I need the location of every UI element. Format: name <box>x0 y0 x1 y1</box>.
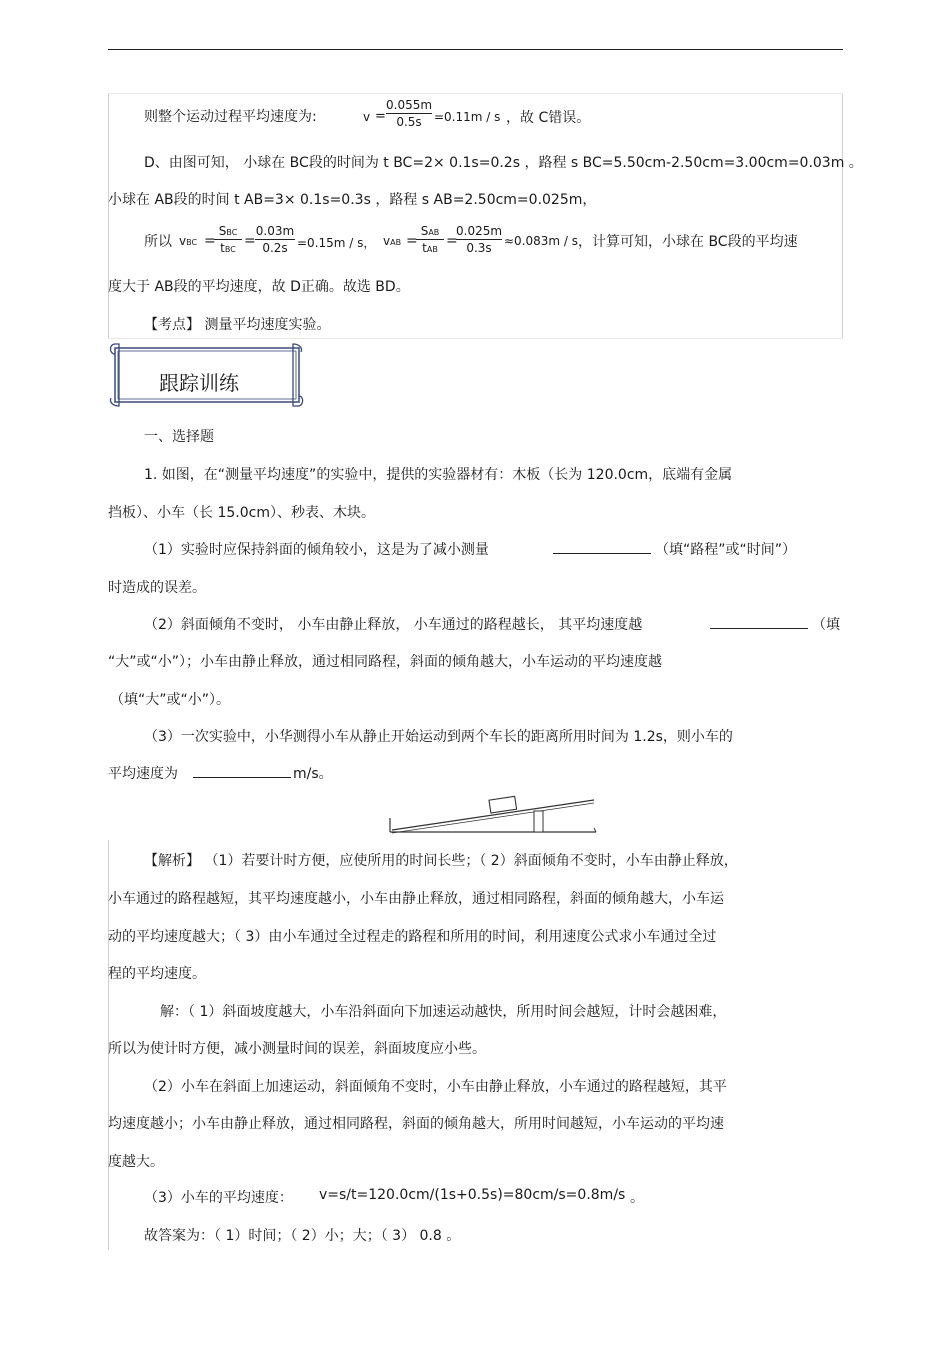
fraction-numerator: 0.025m <box>456 224 503 238</box>
solution-line1: 解：（ 1）斜面坡度越大，小车沿斜面向下加速运动越快，所用时间会越短，计时会越困难， <box>160 1004 727 1020</box>
solution-line6a: （3）小车的平均速度： <box>144 1190 293 1206</box>
solution-line5: 度越大。 <box>108 1154 164 1170</box>
fraction-bar <box>386 113 432 114</box>
q1-part2d: （填“大”或“小”）。 <box>110 692 231 708</box>
prev-line4-res1: =0.15m / s， <box>297 236 376 250</box>
v-ab-sub: AB <box>390 238 402 247</box>
s-letter: S <box>420 224 429 238</box>
fraction-numerator <box>214 224 242 238</box>
fraction-bc-values <box>255 224 295 255</box>
prev-line1-eq: = <box>375 109 386 124</box>
fraction-bar <box>456 239 502 240</box>
solution-line6b: v=s/t=120.0cm/(1s+0.5s)=80cm/s=0.8m/s <box>319 1187 626 1203</box>
jiexi-line3: 动的平均速度越大；（ 3）由小车通过全过程走的路程和所用的时间，利用速度公式求小车通过全过 <box>108 929 717 945</box>
fraction-s-over-t-bc <box>214 224 242 255</box>
t-sub: AB <box>426 245 438 254</box>
fraction-bar <box>416 239 444 240</box>
fraction-bar <box>255 239 295 240</box>
jiexi-line1: 【解析】 （1）若要计时方便，应使所用的时间长些；（ 2）斜面倾角不变时，小车由静止释放， <box>144 853 738 869</box>
q1-line1: 1. 如图，在“测量平均速度”的实验中，提供的实验器材有：木板（长为 120.0cm，底端有金属 <box>144 467 733 483</box>
fraction-ab-values <box>456 224 502 255</box>
fraction-s-over-t-ab <box>416 224 444 255</box>
frame-right <box>842 93 843 338</box>
v-bc-sub: BC <box>186 238 198 247</box>
prev-line2: D、由图可知， 小球在 BC段的时间为 t BC=2× 0.1s=0.2s ，路程 s BC=5.50cm-2.50cm=3.00cm=0.03m 。 <box>144 155 863 171</box>
q1-part3b: 平均速度为 <box>108 766 178 782</box>
frame-left <box>108 93 109 338</box>
prev-line4-post: ，计算可知，小球在 BC段的平均速 <box>578 234 798 250</box>
v-bc-letter: v <box>179 234 187 248</box>
jiexi-line2: 小车通过的路程越短，其平均速度越小，小车由静止释放，通过相同路程，斜面的倾角越大，小车运 <box>108 891 724 907</box>
fraction-numerator: 0.03m <box>255 224 295 238</box>
q1-part3a: （3）一次实验中，小华测得小车从静止开始运动到两个车长的距离所用时间为 1.2s，则小车的 <box>144 729 733 745</box>
fraction-bar <box>214 239 242 240</box>
v-ab-letter: v <box>383 234 391 248</box>
section-title: 一、选择题 <box>144 429 214 445</box>
fraction-denominator <box>214 241 242 255</box>
incline-diagram <box>388 792 600 836</box>
q1-part1a: （1）实验时应保持斜面的倾角较小，这是为了减小测量 <box>144 542 489 558</box>
fraction-denominator: 0.3s <box>466 241 492 255</box>
eq-1: = <box>204 233 216 249</box>
frame-top <box>108 93 843 94</box>
q1-part3c: m/s。 <box>293 766 333 782</box>
prev-line1-pre: 则整个运动过程平均速度为: <box>144 109 317 125</box>
prev-line1-result: =0.11m / s <box>434 110 501 124</box>
solution-line3: （2）小车在斜面上加速运动，斜面倾角不变时，小车由静止释放，小车通过的路程越短，其平 <box>144 1079 727 1095</box>
eq-4: = <box>446 233 458 249</box>
prev-line4-so: 所以 <box>144 234 172 250</box>
banner-title: 跟踪训练 <box>159 371 239 395</box>
v-ab-symbol <box>383 234 401 248</box>
jiexi-line4: 程的平均速度。 <box>108 966 206 982</box>
frame-bottom <box>108 338 843 339</box>
q1-line2: 挡板）、小车（长 15.0cm）、秒表、木块。 <box>108 505 375 521</box>
fraction-denominator: 0.5s <box>396 115 422 129</box>
prev-line1-fraction <box>386 98 432 129</box>
t-letter: t <box>422 241 427 255</box>
prev-line3: 小球在 AB段的时间 t AB=3× 0.1s=0.3s ，路程 s AB=2.50cm=0.025m， <box>108 192 597 208</box>
t-sub: BC <box>224 245 236 254</box>
solution-line2: 所以为使计时方便，减小测量时间的误差，斜面坡度应小些。 <box>108 1041 486 1057</box>
eq-3: = <box>406 233 418 249</box>
q1-part1b: （填“路程”或“时间”） <box>655 542 797 558</box>
s-letter: S <box>218 224 227 238</box>
s-sub: BC <box>226 228 238 237</box>
fraction-numerator: 0.055m <box>386 98 433 112</box>
q1-part2a: （2）斜面倾角不变时， 小车由静止释放， 小车通过的路程越长， 其平均速度越 <box>144 617 643 633</box>
answer-summary: 故答案为：（ 1）时间；（ 2）小；大；（ 3） 0.8 。 <box>144 1228 461 1244</box>
s-sub: AB <box>428 228 440 237</box>
header-rule <box>108 49 843 50</box>
fraction-denominator <box>416 241 444 255</box>
q1-part2c: “大”或“小”）；小车由静止释放，通过相同路程，斜面的倾角越大，小车运动的平均速度越 <box>108 654 663 670</box>
fraction-denominator: 0.2s <box>262 241 288 255</box>
solution-line4: 均速度越小；小车由静止释放，通过相同路程，斜面的倾角越大，所用时间越短，小车运动的平均速 <box>108 1116 724 1132</box>
prev-line1-v: v <box>363 110 371 124</box>
prev-line5: 度大于 AB段的平均速度，故 D正确。故选 BD。 <box>108 279 410 295</box>
answer-blank-2[interactable] <box>710 614 808 629</box>
fraction-numerator <box>416 224 444 238</box>
answer-blank-3[interactable] <box>193 763 291 778</box>
prev-line1-post: ，故 C错误。 <box>506 110 591 126</box>
prev-line4-res2: ≈0.083m / s <box>504 234 579 248</box>
eq-2: = <box>244 233 256 249</box>
answer-blank-1[interactable] <box>553 539 651 554</box>
v-bc-symbol <box>179 234 197 248</box>
kaodian: 【考点】 测量平均速度实验。 <box>144 317 331 333</box>
solution-line6c: 。 <box>630 1190 644 1206</box>
q1-part2b: （填 <box>812 617 840 633</box>
q1-part1c: 时造成的误差。 <box>108 580 206 596</box>
t-letter: t <box>220 241 225 255</box>
